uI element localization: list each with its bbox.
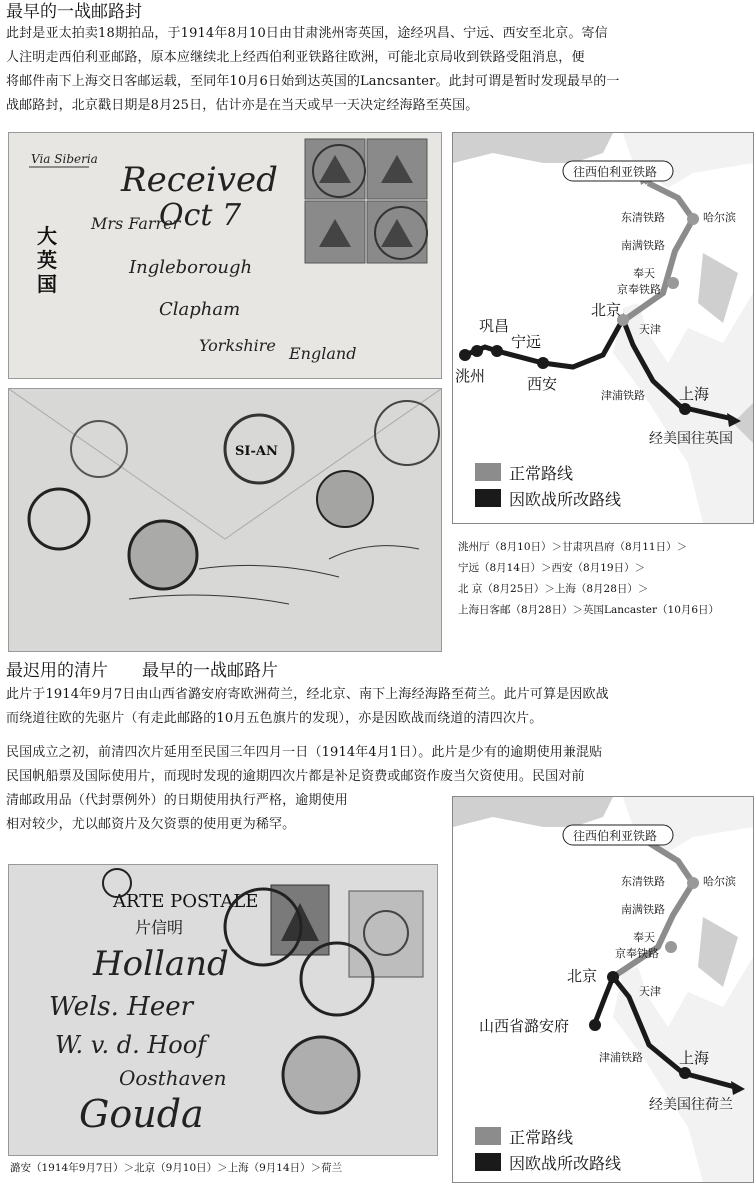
label-luan: 山西省潞安府 xyxy=(479,1017,570,1035)
envelope-front-art xyxy=(9,133,441,378)
label-chinese-eastern: 东清铁路 xyxy=(621,211,665,224)
label-shanghai: 上海 xyxy=(679,1049,710,1067)
paragraph-line: 此封是亚太拍卖18期拍品，于1914年8月10日由甘肃洮州寄英国，途经巩昌、宁远、西安至北京。寄信 xyxy=(6,26,608,41)
route-map-2-svg xyxy=(453,797,753,1182)
envelope-back-art xyxy=(9,389,441,651)
label-jinpu: 津浦铁路 xyxy=(601,389,645,402)
address-line: Yorkshire xyxy=(199,336,276,355)
cn-header-text: 片信明 xyxy=(135,918,184,937)
carte-postale-text: ARTE POSTALE xyxy=(113,891,259,912)
label-chinese-eastern: 东清铁路 xyxy=(621,875,665,888)
label-harbin: 哈尔滨 xyxy=(703,211,736,224)
paragraph-line: 人注明走西伯利亚邮路，原本应继续北上经西伯利亚铁路往欧洲，可能北京局收到铁路受阻消息，便 xyxy=(6,50,585,65)
paragraph-line: 民国成立之初，前清四次片延用至民国三年四月一日（1914年4月1日）。此片是少有的逾期使用兼混贴 xyxy=(6,745,603,760)
route-map-1 xyxy=(452,132,754,524)
label-south-manchuria: 南满铁路 xyxy=(621,239,665,252)
label-siberia: 往西伯利亚铁路 xyxy=(573,165,658,179)
label-jingfeng: 京奉铁路 xyxy=(617,283,661,296)
label-siberia: 往西伯利亚铁路 xyxy=(573,829,658,843)
label-jingfeng: 京奉铁路 xyxy=(615,947,659,960)
label-fengtian: 奉天 xyxy=(633,931,655,944)
paragraph-line: 战邮路封，北京戳日期是8月25日，估计亦是在当天或早一天决定经海路至英国。 xyxy=(6,98,479,113)
chinese-char: 英 xyxy=(37,248,57,272)
paragraph-line: 相对较少，尤以邮资片及欠资票的使用更为稀罕。 xyxy=(6,817,296,832)
label-taozhou: 洮州 xyxy=(455,367,486,385)
label-gongchang: 巩昌 xyxy=(479,317,510,335)
address-line: Ingleborough xyxy=(129,257,253,278)
legend-normal-swatch xyxy=(475,463,501,481)
label-south-manchuria: 南满铁路 xyxy=(621,903,665,916)
oct7-text: Oct 7 xyxy=(159,198,242,233)
received-text: Received xyxy=(121,160,278,200)
label-tianjin: 天津 xyxy=(639,323,661,336)
label-ningyuan: 宁远 xyxy=(511,333,542,351)
postcard-photo xyxy=(8,864,438,1156)
legend-war-swatch xyxy=(475,489,501,507)
caption-line: 洮州厅（8月10日）＞甘肃巩昌府（8月11日）＞ xyxy=(458,541,688,553)
paragraph-line: 清邮政用品（代封票例外）的日期使用执行严格，逾期使用 xyxy=(6,793,348,808)
paragraph-line: 将邮件南下上海交日客邮运载，至同年10月6日始到达英国的Lancsanter。此封可谓是暂时发现最早的一 xyxy=(6,74,620,89)
address-line: England xyxy=(289,344,357,363)
caption-line: 上海日客邮（8月28日）＞英国Lancaster（10月6日） xyxy=(458,604,720,616)
paragraph-line: 而绕道往欧的先驱片（有走此邮路的10月五色旗片的发现），亦是因欧战而绕道的清四次片。 xyxy=(6,711,543,726)
section1-title: 最早的一战邮路封 xyxy=(6,2,142,22)
address-line: Wels. Heer xyxy=(49,992,194,1022)
legend-normal-label: 正常路线 xyxy=(509,1128,574,1147)
caption-line: 宁远（8月14日）＞西安（8月19日）＞ xyxy=(458,562,646,574)
section2-title: 最迟用的清片 最早的一战邮路片 xyxy=(6,661,278,681)
route-map-2 xyxy=(452,796,754,1183)
legend-normal-swatch xyxy=(475,1127,501,1145)
address-line: W. v. d. Hoof xyxy=(55,1031,207,1059)
label-jinpu: 津浦铁路 xyxy=(599,1051,643,1064)
label-harbin: 哈尔滨 xyxy=(703,875,736,888)
address-line: Oosthaven xyxy=(119,1066,227,1090)
paragraph-line: 民国帆船票及国际使用片，而现时发现的逾期四次片都是补足资费或邮资作废当欠资使用。民国对前 xyxy=(6,769,585,784)
label-tianjin: 天津 xyxy=(639,985,661,998)
address-line: Clapham xyxy=(159,299,241,320)
postcard-art xyxy=(9,865,437,1155)
section2-caption: 潞安（1914年9月7日）＞北京（9月10日）＞上海（9月14日）＞荷兰 xyxy=(10,1162,343,1174)
caption-line: 北 京（8月25日）＞上海（8月28日）＞ xyxy=(458,583,649,595)
label-via: 经美国往英国 xyxy=(649,431,733,447)
paragraph-line: 此片于1914年9月7日由山西省潞安府寄欧洲荷兰，经北京、南下上海经海路至荷兰。此片可算是因欧战 xyxy=(6,687,609,702)
legend-normal-label: 正常路线 xyxy=(509,464,574,483)
legend-war-label: 因欧战所改路线 xyxy=(509,490,622,509)
label-fengtian: 奉天 xyxy=(633,267,655,280)
si-an-postmark: SI-AN xyxy=(235,444,278,459)
section1-caption xyxy=(458,537,719,621)
envelope-back-photo xyxy=(8,388,442,652)
label-xian: 西安 xyxy=(527,375,558,393)
label-shanghai: 上海 xyxy=(679,385,710,403)
chinese-char: 国 xyxy=(37,272,57,296)
legend-war-swatch xyxy=(475,1153,501,1171)
label-beijing: 北京 xyxy=(567,967,598,985)
address-line: Gouda xyxy=(79,1092,204,1136)
address-line: Mrs Farrer xyxy=(91,214,181,233)
label-via: 经美国往荷兰 xyxy=(649,1097,733,1113)
chinese-char: 大 xyxy=(37,224,57,248)
route-map-1-svg xyxy=(453,133,753,523)
address-line: Holland xyxy=(93,944,229,984)
legend-war-label: 因欧战所改路线 xyxy=(509,1154,622,1173)
label-beijing: 北京 xyxy=(591,301,622,319)
envelope-front-photo xyxy=(8,132,442,379)
via-siberia-text: Via Siberia xyxy=(31,152,98,166)
section1-paragraph xyxy=(6,22,750,118)
section2-paragraph1 xyxy=(6,683,750,731)
